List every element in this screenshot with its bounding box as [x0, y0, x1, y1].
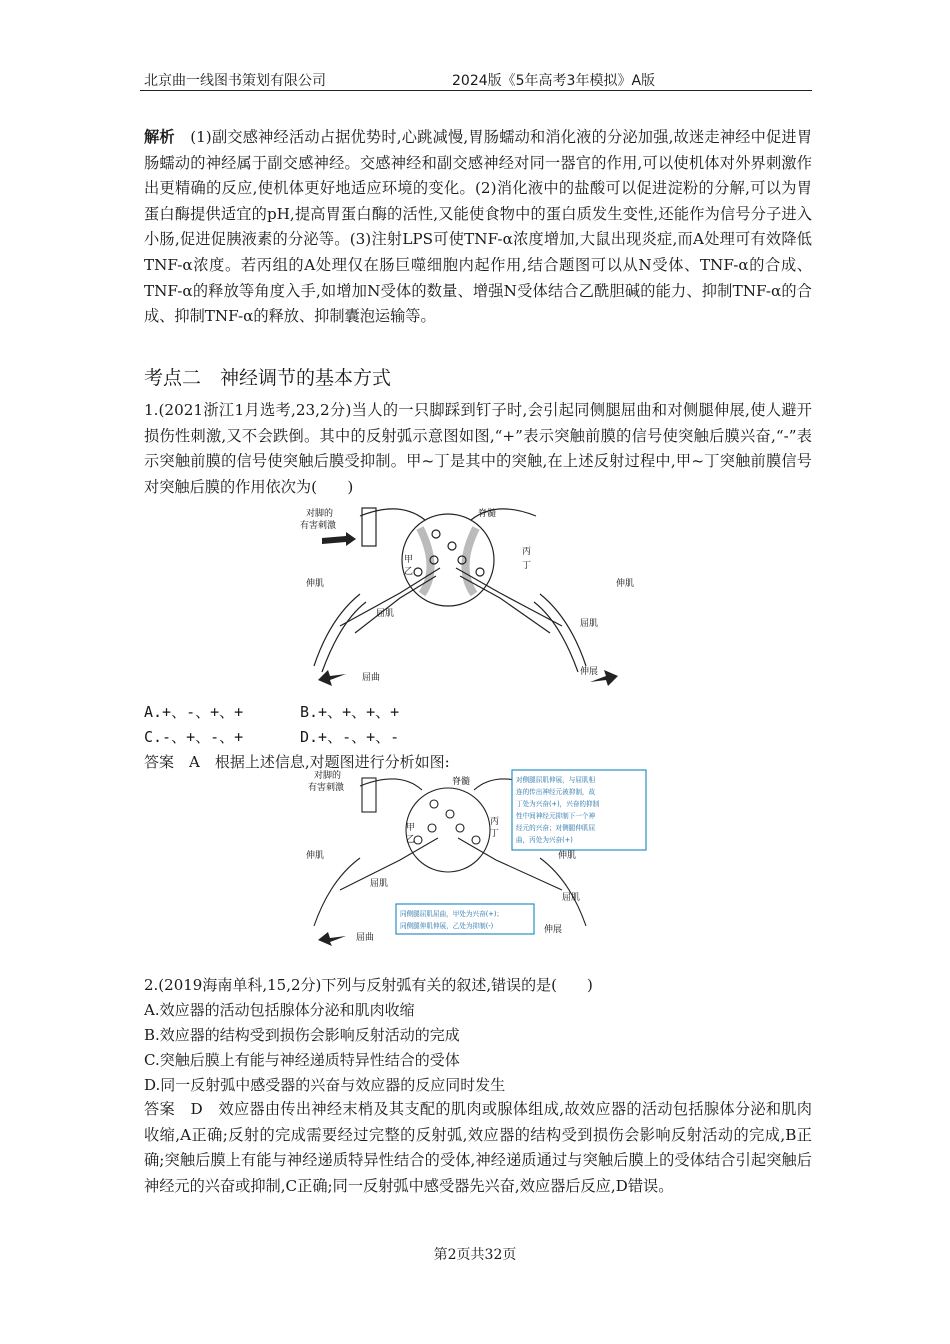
q2-option-b: B.效应器的结构受到损伤会影响反射活动的完成 — [144, 1026, 460, 1044]
section-title: 考点二 神经调节的基本方式 — [144, 367, 392, 389]
analysis-paragraph — [144, 125, 812, 330]
header-publisher: 北京曲一线图书策划有限公司 — [144, 73, 326, 89]
figure2-extension-label: 伸展 — [544, 925, 563, 935]
q2-stem: 2.(2019海南单科,15,2分)下列与反射弧有关的叙述,错误的是( ) — [144, 976, 593, 994]
note-bottom-line2: 同侧腿伸肌伸展，乙处为抑制(-) — [400, 922, 494, 930]
figure2-extensor-left: 伸肌 — [306, 851, 325, 861]
figure1-extension-label: 伸展 — [580, 667, 599, 677]
figure2-spinal-cord-label: 脊髓 — [452, 777, 471, 787]
q1-option-c: C.-、+、-、+ — [144, 728, 244, 746]
figure2-stimulus-line2: 有害刺激 — [308, 783, 345, 793]
figure2-flexor-right: 屈肌 — [562, 893, 581, 903]
figure1-stimulus-line2: 有害刺激 — [300, 521, 337, 531]
note-right-line5: 经元的兴奋；对侧腿伸肌屈 — [516, 824, 596, 832]
figure1-flexion-label: 屈曲 — [362, 673, 381, 683]
q2-option-a: A.效应器的活动包括腺体分泌和肌肉收缩 — [144, 1001, 415, 1019]
figure1-spinal-cord-label: 脊髓 — [478, 509, 497, 519]
figure2-flexor-left: 屈肌 — [370, 879, 389, 889]
header-book-title: 2024版《5年高考3年模拟》A版 — [452, 73, 656, 89]
note-right-line4: 性中间神经元抑制下一个神 — [516, 812, 596, 820]
reflex-arc-figure — [300, 498, 640, 694]
note-right-line2: 连的传出神经元被抑制，故 — [516, 788, 596, 796]
analysis-label: 解析 — [144, 128, 175, 146]
figure1-flexor-left: 屈肌 — [376, 609, 395, 619]
reflex-arc-analysis-figure — [300, 768, 650, 946]
figure2-synapse-ding: 丁 — [490, 829, 500, 839]
figure1-extensor-right: 伸肌 — [616, 579, 635, 589]
figure2-synapse-jia: 甲 — [406, 823, 416, 833]
note-right-line1: 对侧腿屈肌伸展，与屈肌相 — [516, 776, 596, 784]
figure2-synapse-yi: 乙 — [406, 835, 416, 845]
q2-option-d: D.同一反射弧中感受器的兴奋与效应器的反应同时发生 — [144, 1076, 506, 1094]
figure1-synapse-ding: 丁 — [522, 561, 532, 571]
note-bottom-line1: 同侧腿屈肌屈曲，甲处为兴奋(+)； — [400, 910, 503, 918]
note-right-line3: 丁处为兴奋(+)，兴奋的抑制 — [516, 800, 600, 808]
figure1-synapse-jia: 甲 — [404, 555, 414, 565]
page-footer: 第2页共32页 — [433, 1247, 517, 1263]
header-divider — [140, 90, 812, 91]
figure1-flexor-right: 屈肌 — [580, 619, 599, 629]
q1-option-d: D.+、-、+、- — [300, 728, 400, 746]
figure1-synapse-yi: 乙 — [404, 567, 414, 577]
q1-stem: 1.(2021浙江1月选考,23,2分)当人的一只脚踩到钉子时,会引起同侧腿屈曲和对侧腿伸展,使人避开损伤性刺激,又不会跌倒。其中的反射弧示意图如图,“+”表示突触前膜的信号使突触后膜兴奋,“-”表示突触前膜的信号使突触后膜受抑制。甲~丁是其中的突触,在上述反射过程中,甲~丁突触前膜信号对突触后膜的作用依次为( ) — [144, 401, 812, 496]
figure1-stimulus-line1: 对脚的 — [306, 509, 334, 519]
q1-option-b: B.+、+、+、+ — [300, 703, 400, 721]
figure2-extensor-right: 伸肌 — [558, 851, 577, 861]
q1-option-a: A.+、-、+、+ — [144, 703, 244, 721]
q1-answer-line: 答案 A 根据上述信息,对题图进行分析如图: — [144, 753, 450, 771]
q2-answer: 答案 D 效应器由传出神经末梢及其支配的肌肉或腺体组成,故效应器的活动包括腺体分泌和肌肉收缩,A正确;反射的完成需要经过完整的反射弧,效应器的结构受到损伤会影响反射活动的完成,B正确;突触后膜上有能与神经递质特异性结合的受体,神经递质通过与突触后膜上的受体结合引起突触后神经元的兴奋或抑制,C正确;同一反射弧中感受器先兴奋,效应器后反应,D错误。 — [144, 1100, 812, 1195]
note-right-line6: 曲，丙处为兴奋(+) — [516, 836, 573, 844]
figure2-synapse-bing: 丙 — [490, 817, 500, 827]
figure2-flexion-label: 屈曲 — [356, 933, 375, 943]
figure1-synapse-bing: 丙 — [522, 547, 532, 557]
analysis-text: (1)副交感神经活动占据优势时,心跳减慢,胃肠蠕动和消化液的分泌加强,故迷走神经中促进胃肠蠕动的神经属于副交感神经。交感神经和副交感神经对同一器官的作用,可以使机体对外界刺激作出更精确的反应,使机体更好地适应环境的变化。(2)消化液中的盐酸可以促进淀粉的分解,可以为胃蛋白酶提供适宜的pH,提高胃蛋白酶的活性,又能使食物中的蛋白质发生变性,还能作为信号分子进入小肠,促进促胰液素的分泌等。(3)注射LPS可使TNF-α浓度增加,大鼠出现炎症,而A处理可有效降低TNF-α浓度。若丙组的A处理仅在肠巨噬细胞内起作用,结合题图可以从N受体、TNF-α的合成、TNF-α的释放等角度入手,如增加N受体的数量、增强N受体结合乙酰胆碱的能力、抑制TNF-α的合成、抑制TNF-α的释放、抑制囊泡运输等。 — [144, 128, 813, 326]
q2-option-c: C.突触后膜上有能与神经递质特异性结合的受体 — [144, 1051, 460, 1069]
figure1-extensor-left: 伸肌 — [306, 579, 325, 589]
figure2-stimulus-line1: 对脚的 — [314, 771, 342, 781]
